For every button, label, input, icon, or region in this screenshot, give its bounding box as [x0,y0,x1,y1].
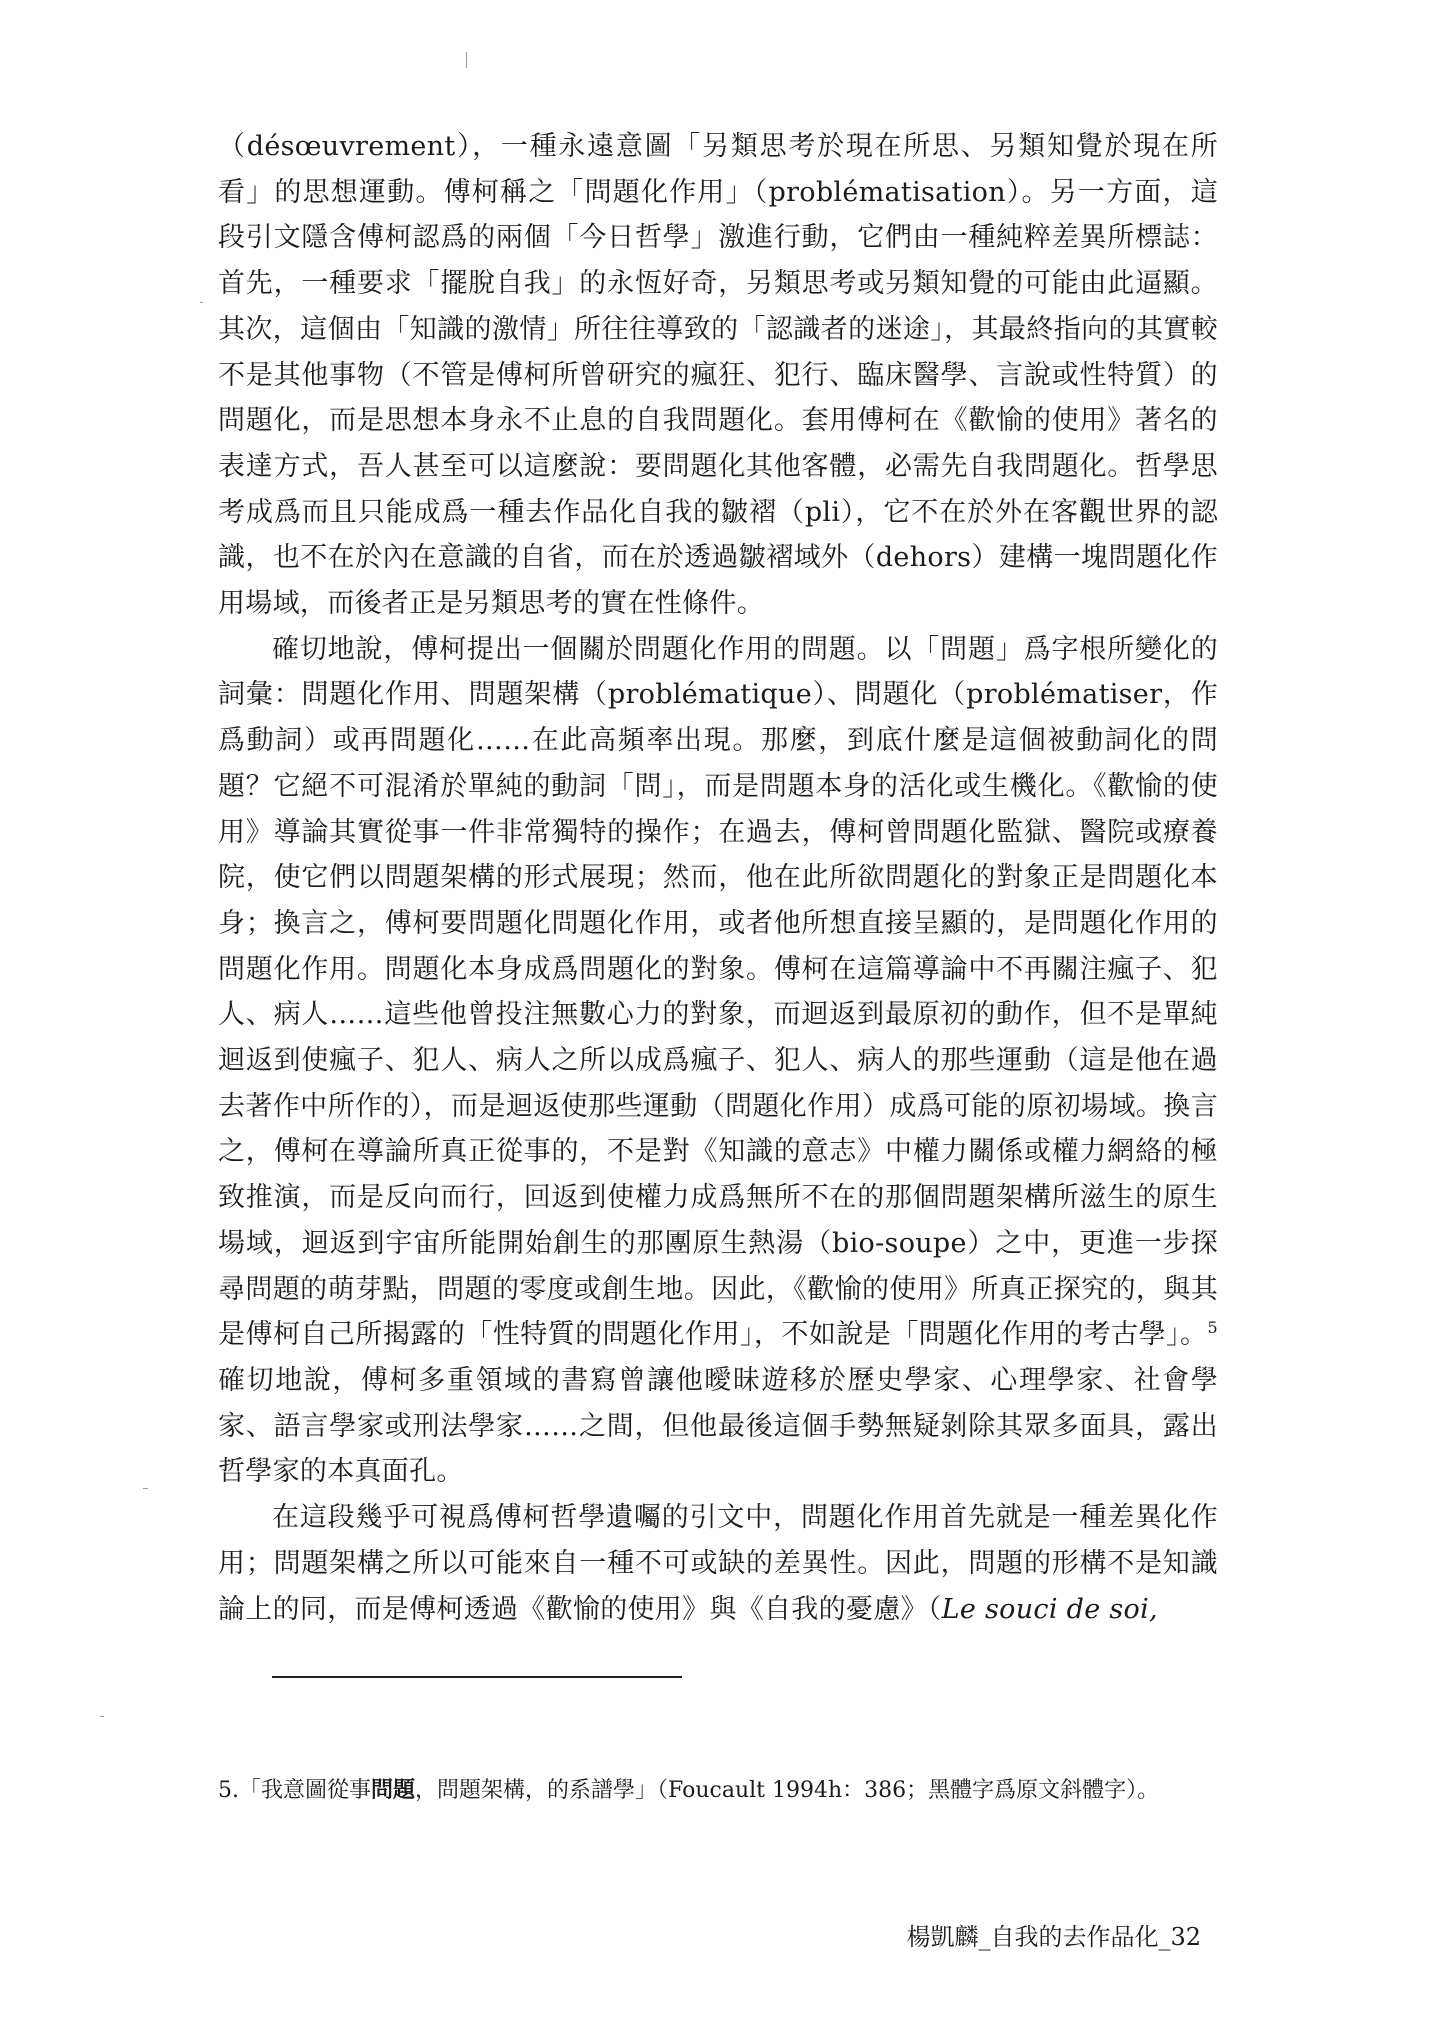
footnote-bold-term: 問題 [371,1777,416,1803]
paragraph-1: （désœuvrement），一種永遠意圖「另類思考於現在所思、另類知覺於現在所看」的思想運動。傅柯稱之「問題化作用」（problématisation）。另一方面，這段引文隱含傅柯認爲的兩個「今日哲學」激進行動，它們由一種純粹差異所標誌：首先，一種要求「擺脫自我」的永恆好奇，另類思考或另類知覺的可能由此逼顯。其次，這個由「知識的激情」所往往導致的「認識者的迷途」，其最終指向的其實較不是其他事物（不管是傅柯所曾研究的瘋狂、犯行、臨床醫學、言說或性特質）的問題化，而是思想本身永不止息的自我問題化。套用傅柯在《歡愉的使用》著名的表達方式，吾人甚至可以這麼說：要問題化其他客體，必需先自我問題化。哲學思考成爲而且只能成爲一種去作品化自我的皺褶（pli），它不在於外在客觀世界的認識，也不在於內在意識的自省，而在於透過皺褶域外（dehors）建構一塊問題化作用場域，而後者正是另類思考的實在性條件。 [218,131,1218,620]
scan-mark [466,52,467,68]
scan-mark [143,1488,148,1489]
scan-mark [200,302,203,303]
footnote-text-pre: 「我意圖從事 [239,1778,372,1803]
paragraph-3 [218,1495,1218,1632]
paragraph-3-italic-title: Le souci de soi, [941,1593,1158,1625]
paragraph-2-text-a: 確切地說，傅柯提出一個關於問題化作用的問題。以「問題」爲字根所變化的詞彙：問題化作用、問題架構（problématique）、問題化（problématiser，作爲動詞）或再問題化……在此高頻率出現。那麼，到底什麼是這個被動詞化的問題？它絕不可混淆於單純的動詞「問」，而是問題本身的活化或生機化。《歡愉的使用》導論其實從事一件非常獨特的操作；在過去，傅柯曾問題化監獄、醫院或療養院，使它們以問題架構的形式展現；然而，他在此所欲問題化的對象正是問題化本身；換言之，傅柯要問題化問題化作用，或者他所想直接呈顯的，是問題化作用的問題化作用。問題化本身成爲問題化的對象。傅柯在這篇導論中不再關注瘋子、犯人、病人……這些他曾投注無數心力的對象，而迴返到最原初的動作，但不是單純迴返到使瘋子、犯人、病人之所以成爲瘋子、犯人、病人的那些運動（這是他在過去著作中所作的），而是迴返使那些運動（問題化作用）成爲可能的原初場域。換言之，傅柯在導論所真正從事的，不是對《知識的意志》中權力關係或權力網絡的極致推演，而是反向而行，回返到使權力成爲無所不在的那個問題架構所滋生的原生場域，迴返到宇宙所能開始創生的那團原生熱湯（bio-soupe）之中，更進一步探尋問題的萌芽點，問題的零度或創生地。因此，《歡愉的使用》所真正探究的，與其是傅柯自己所揭露的「性特質的問題化作用」，不如說是「問題化作用的考古學」。 [218,633,1218,1351]
footnote-number: 5. [218,1778,239,1803]
paragraph-2-text-b: 確切地說，傅柯多重領域的書寫曾讓他曖昧遊移於歷史學家、心理學家、社會學家、語言學家或刑法學家……之間，但他最後這個手勢無疑剝除其眾多面具，露出哲學家的本真面孔。 [218,1364,1218,1488]
body-text [218,124,1218,1632]
footnote-ref-5[interactable]: 5 [1207,1318,1218,1338]
paragraph-3-text: 在這段幾乎可視爲傅柯哲學遺囑的引文中，問題化作用首先就是一種差異化作用；問題架構之所以可能來自一種不可或缺的差異性。因此，問題的形構不是知識論上的同，而是傅柯透過《歡愉的使用》與《自我的憂慮》（ [218,1502,1218,1625]
paragraph-2 [218,627,1218,1495]
footnote-separator [272,1676,682,1678]
footnote-5 [218,1775,1218,1806]
page-footer: 楊凱麟_自我的去作品化_32 [906,1923,1201,1951]
scan-mark [100,1716,104,1717]
footnote-text-post: ，問題架構，的系譜學」（Foucault 1994h：386；黑體字爲原文斜體字）。 [415,1778,1160,1803]
